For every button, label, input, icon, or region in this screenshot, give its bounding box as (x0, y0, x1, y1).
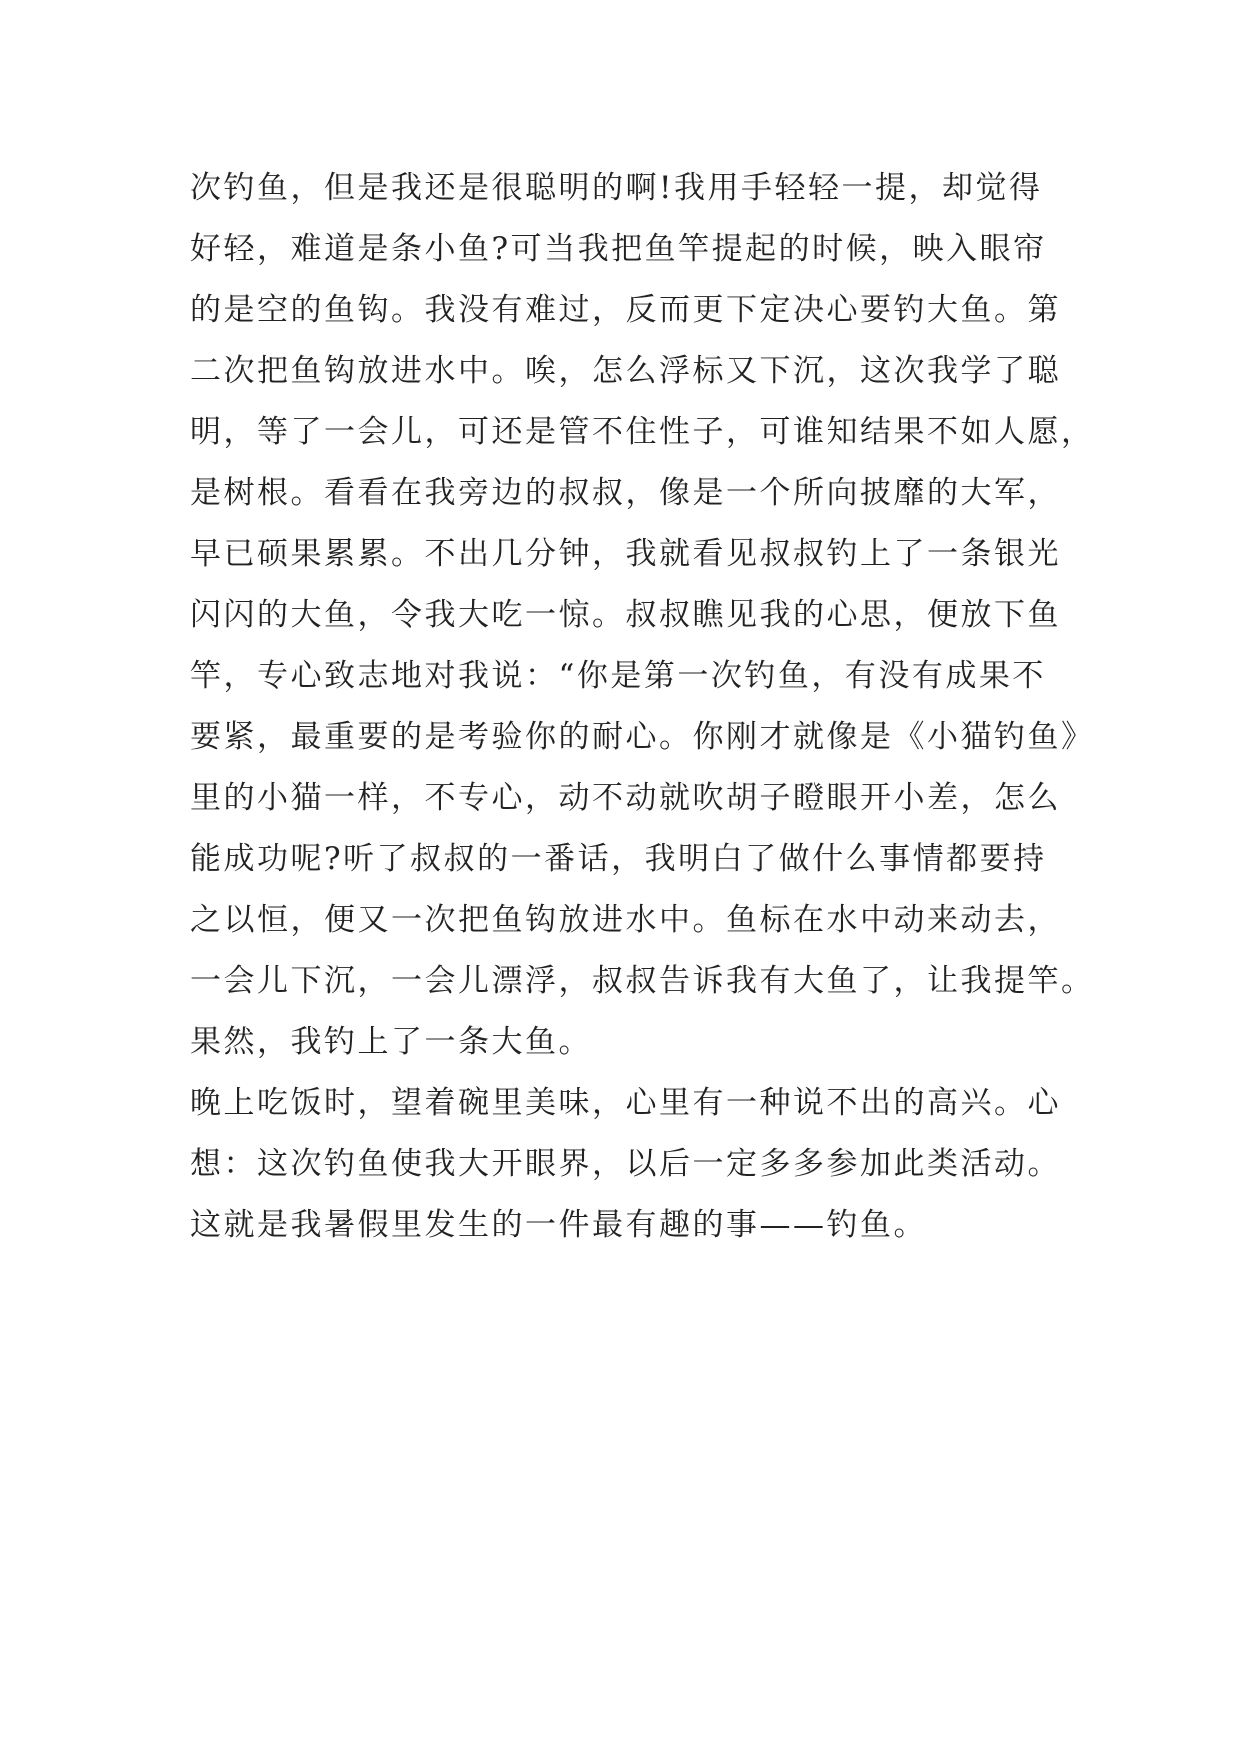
text-line: 想：这次钓鱼使我大开眼界，以后一定多多参加此类活动。 (190, 1146, 1061, 1182)
text-line: 二次把鱼钩放进水中。唉，怎么浮标又下沉，这次我学了聪 (190, 353, 1061, 389)
text-line: 早已硕果累累。不出几分钟，我就看见叔叔钓上了一条银光 (190, 536, 1061, 572)
text-line: 能成功呢?听了叔叔的一番话，我明白了做什么事情都要持 (190, 841, 1047, 877)
text-line: 晚上吃饭时，望着碗里美味，心里有一种说不出的高兴。心 (190, 1085, 1061, 1121)
text-line: 次钓鱼，但是我还是很聪明的啊!我用手轻轻一提，却觉得 (190, 170, 1043, 206)
body-text (190, 158, 1095, 1256)
text-line: 是树根。看看在我旁边的叔叔，像是一个所向披靡的大军， (190, 475, 1061, 511)
text-line: 一会儿下沉，一会儿漂浮，叔叔告诉我有大鱼了，让我提竿。 (190, 963, 1095, 999)
text-line: 闪闪的大鱼，令我大吃一惊。叔叔瞧见我的心思，便放下鱼 (190, 597, 1061, 633)
text-line: 里的小猫一样，不专心，动不动就吹胡子瞪眼开小差，怎么 (190, 780, 1061, 816)
text-line: 果然，我钓上了一条大鱼。 (190, 1024, 592, 1060)
text-line: 这就是我暑假里发生的一件最有趣的事——钓鱼。 (190, 1207, 927, 1243)
text-line: 的是空的鱼钩。我没有难过，反而更下定决心要钓大鱼。第 (190, 292, 1061, 328)
text-line: 好轻，难道是条小鱼?可当我把鱼竿提起的时候，映入眼帘 (190, 231, 1047, 267)
text-line: 之以恒，便又一次把鱼钩放进水中。鱼标在水中动来动去， (190, 902, 1061, 938)
text-line: 明，等了一会儿，可还是管不住性子，可谁知结果不如人愿， (190, 414, 1095, 450)
text-line: 竿，专心致志地对我说：“你是第一次钓鱼，有没有成果不 (190, 658, 1046, 694)
text-line: 要紧，最重要的是考验你的耐心。你刚才就像是《小猫钓鱼》 (190, 719, 1095, 755)
